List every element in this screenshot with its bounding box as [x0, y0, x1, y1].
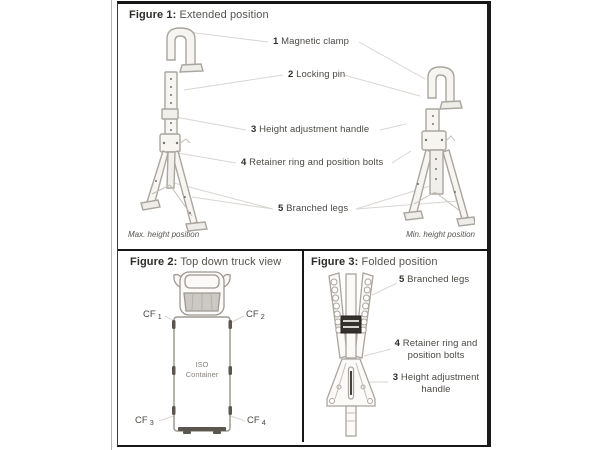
callout-retainer-ring — [241, 157, 383, 168]
jack-stand-min-height-drawing — [403, 64, 475, 234]
callout-number: 2 — [288, 69, 294, 80]
cf-prefix: CF — [135, 415, 148, 426]
figure3-title-text: Folded position — [361, 256, 438, 268]
truck-top-view-drawing — [171, 271, 233, 439]
callout-retainer-ring-folded — [389, 338, 483, 361]
iso-container-label-line1: ISO — [195, 360, 209, 369]
callout-text-line1: Height adjustment — [400, 372, 480, 383]
callout-text-line1: Retainer ring and — [402, 338, 478, 349]
figure3-title — [311, 256, 438, 268]
cf-sub: 3 — [149, 418, 154, 427]
callout-text: Height adjustment handle — [259, 124, 370, 135]
cf-prefix: CF — [143, 309, 156, 320]
page-edge-line — [111, 0, 112, 450]
callout-number: 4 — [241, 157, 247, 168]
cf-sub: 4 — [261, 418, 266, 427]
jack-stand-max-height-drawing — [138, 25, 214, 237]
callout-number: 5 — [399, 274, 405, 285]
corner-fitting-label-1 — [143, 309, 162, 320]
callout-text-line2: position bolts — [407, 349, 465, 361]
figure-table-frame — [117, 1, 491, 447]
callout-number: 4 — [394, 338, 401, 349]
callout-number: 5 — [278, 203, 284, 214]
cf-sub: 1 — [157, 312, 162, 321]
callout-height-adjustment-handle — [251, 124, 369, 135]
figure3-title-number: Figure 3: — [311, 256, 359, 268]
callout-text: Branched legs — [286, 203, 349, 214]
figure2-title — [130, 256, 281, 268]
callout-text: Retainer ring and position bolts — [249, 157, 384, 168]
figure2-title-number: Figure 2: — [130, 256, 178, 268]
callout-number: 3 — [251, 124, 257, 135]
callout-text: Branched legs — [407, 274, 470, 285]
folded-stand-drawing — [323, 271, 379, 439]
callout-locking-pin — [288, 69, 345, 80]
corner-fitting-label-2 — [246, 309, 265, 320]
figure1-title-number: Figure 1: — [129, 9, 177, 21]
callout-height-handle-folded — [389, 372, 483, 395]
callout-text: Locking pin — [296, 69, 346, 80]
caption-max-height: Max. height position — [128, 230, 200, 239]
corner-fitting-label-3 — [135, 415, 154, 426]
callout-branched-legs — [278, 203, 348, 214]
figure2-panel — [118, 251, 304, 442]
callout-number: 1 — [273, 36, 279, 47]
cf-sub: 2 — [260, 312, 265, 321]
cf-prefix: CF — [247, 415, 260, 426]
callout-magnetic-clamp — [273, 36, 349, 47]
caption-min-height: Min. height position — [406, 230, 475, 239]
callout-text: Magnetic clamp — [281, 36, 350, 47]
corner-fitting-label-4 — [247, 415, 266, 426]
callout-branched-legs-folded — [399, 274, 469, 285]
callout-text-line2: handle — [421, 383, 451, 395]
figure1-title-text: Extended position — [179, 9, 269, 21]
figure3-panel — [304, 251, 485, 442]
iso-container-label-line2: Container — [185, 370, 219, 379]
cf-prefix: CF — [246, 309, 259, 320]
figure1-panel — [118, 4, 487, 251]
callout-number: 3 — [392, 372, 399, 383]
figure2-title-text: Top down truck view — [180, 256, 282, 268]
figure1-title — [129, 9, 269, 21]
